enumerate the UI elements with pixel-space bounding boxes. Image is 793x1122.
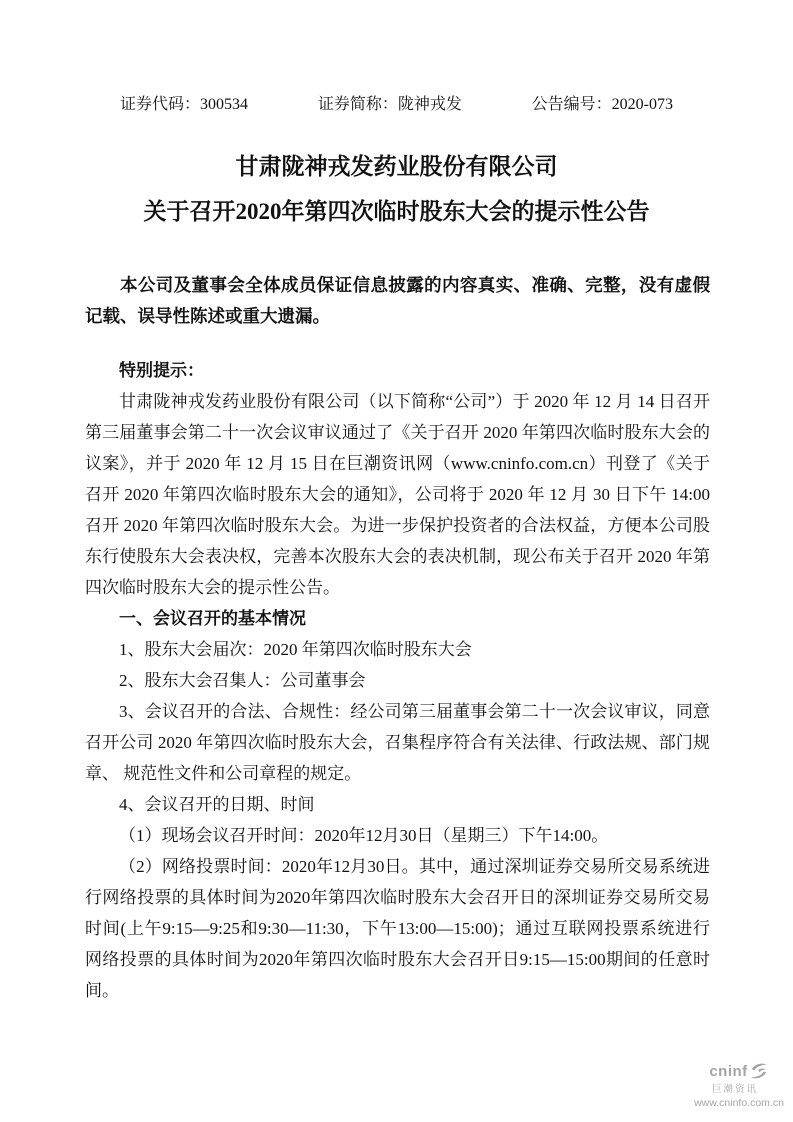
special-note-label: 特别提示： bbox=[119, 361, 204, 380]
paragraph-legality: 3、会议召开的合法、合规性：经公司第三届董事会第二十一次会议审议，同意召开公司 2020 年第四次临时股东大会，召集程序符合有关法律、行政法规、部门规章、 规范性文件和公司章程的规定。 bbox=[85, 702, 710, 783]
cninfo-chinese-name: 巨潮资讯 bbox=[711, 1084, 758, 1095]
document-body bbox=[0, 270, 793, 1006]
paragraph-online-voting-time: （2）网络投票时间：2020年12月30日。其中，通过深圳证券交易所交易系统进行网络投票的具体时间为2020年第四次临时股东大会召开日的深圳证券交易所交易时间(上午9:15—9:25和9:30—11:30，下午13:00—15:00)；通过互联网投票系统进行网络投票的具体时间为2020年第四次临时股东大会召开日9:15—15:00期间的任意时间。 bbox=[85, 857, 710, 1000]
paragraph-intro: 甘肃陇神戎发药业股份有限公司（以下简称“公司”）于 2020 年 12 月 14 日召开第三届董事会第二十一次会议审议通过了《关于召开 2020 年第四次临时股东大会的议案》，并于 2020 年 12 月 15 日在巨潮资讯网（www.cninfo.com.cn）刊登了《关于召开 2020 年第四次临时股东大会的通知》，公司将于 2020 年 12 月 30 日下午 14:00 召开 2020 年第四次临时股东大会。为进一步保护投资者的合法权益，方便本公司股东行使股东大会表决权，完善本次股东大会的表决机制，现公布关于召开 2020 年第四次临时股东大会的提示性公告。 bbox=[85, 392, 710, 597]
paragraph-date-time-heading: 4、会议召开的日期、时间 bbox=[119, 795, 315, 814]
cninfo-logo bbox=[689, 1062, 789, 1109]
announcement-title: 关于召开2020年第四次临时股东大会的提示性公告 bbox=[143, 199, 650, 224]
disclaimer-paragraph: 本公司及董事会全体成员保证信息披露的内容真实、准确、完整，没有虚假记载、误导性陈述或重大遗漏。 bbox=[85, 275, 710, 326]
stock-code: 证券代码：300534 bbox=[120, 96, 249, 113]
document-header bbox=[0, 0, 793, 115]
section-heading-basic-info: 一、会议召开的基本情况 bbox=[119, 609, 306, 628]
paragraph-onsite-time: （1）现场会议召开时间：2020年12月30日（星期三）下午14:00。 bbox=[119, 826, 609, 845]
cninfo-brand-text: cninf bbox=[709, 1062, 748, 1080]
paragraph-meeting-session: 1、股东大会届次：2020 年第四次临时股东大会 bbox=[119, 640, 472, 659]
cninfo-brand-row bbox=[689, 1062, 789, 1080]
paragraph-convener: 2、股东大会召集人：公司董事会 bbox=[119, 671, 366, 690]
announcement-number: 公告编号：2020-073 bbox=[531, 96, 673, 113]
cninfo-url: www.cninfo.com.cn bbox=[694, 1097, 784, 1109]
company-title: 甘肃陇神戎发药业股份有限公司 bbox=[235, 154, 558, 179]
stock-name: 证券简称：陇神戎发 bbox=[317, 96, 462, 113]
cninfo-swirl-icon bbox=[749, 1062, 769, 1080]
